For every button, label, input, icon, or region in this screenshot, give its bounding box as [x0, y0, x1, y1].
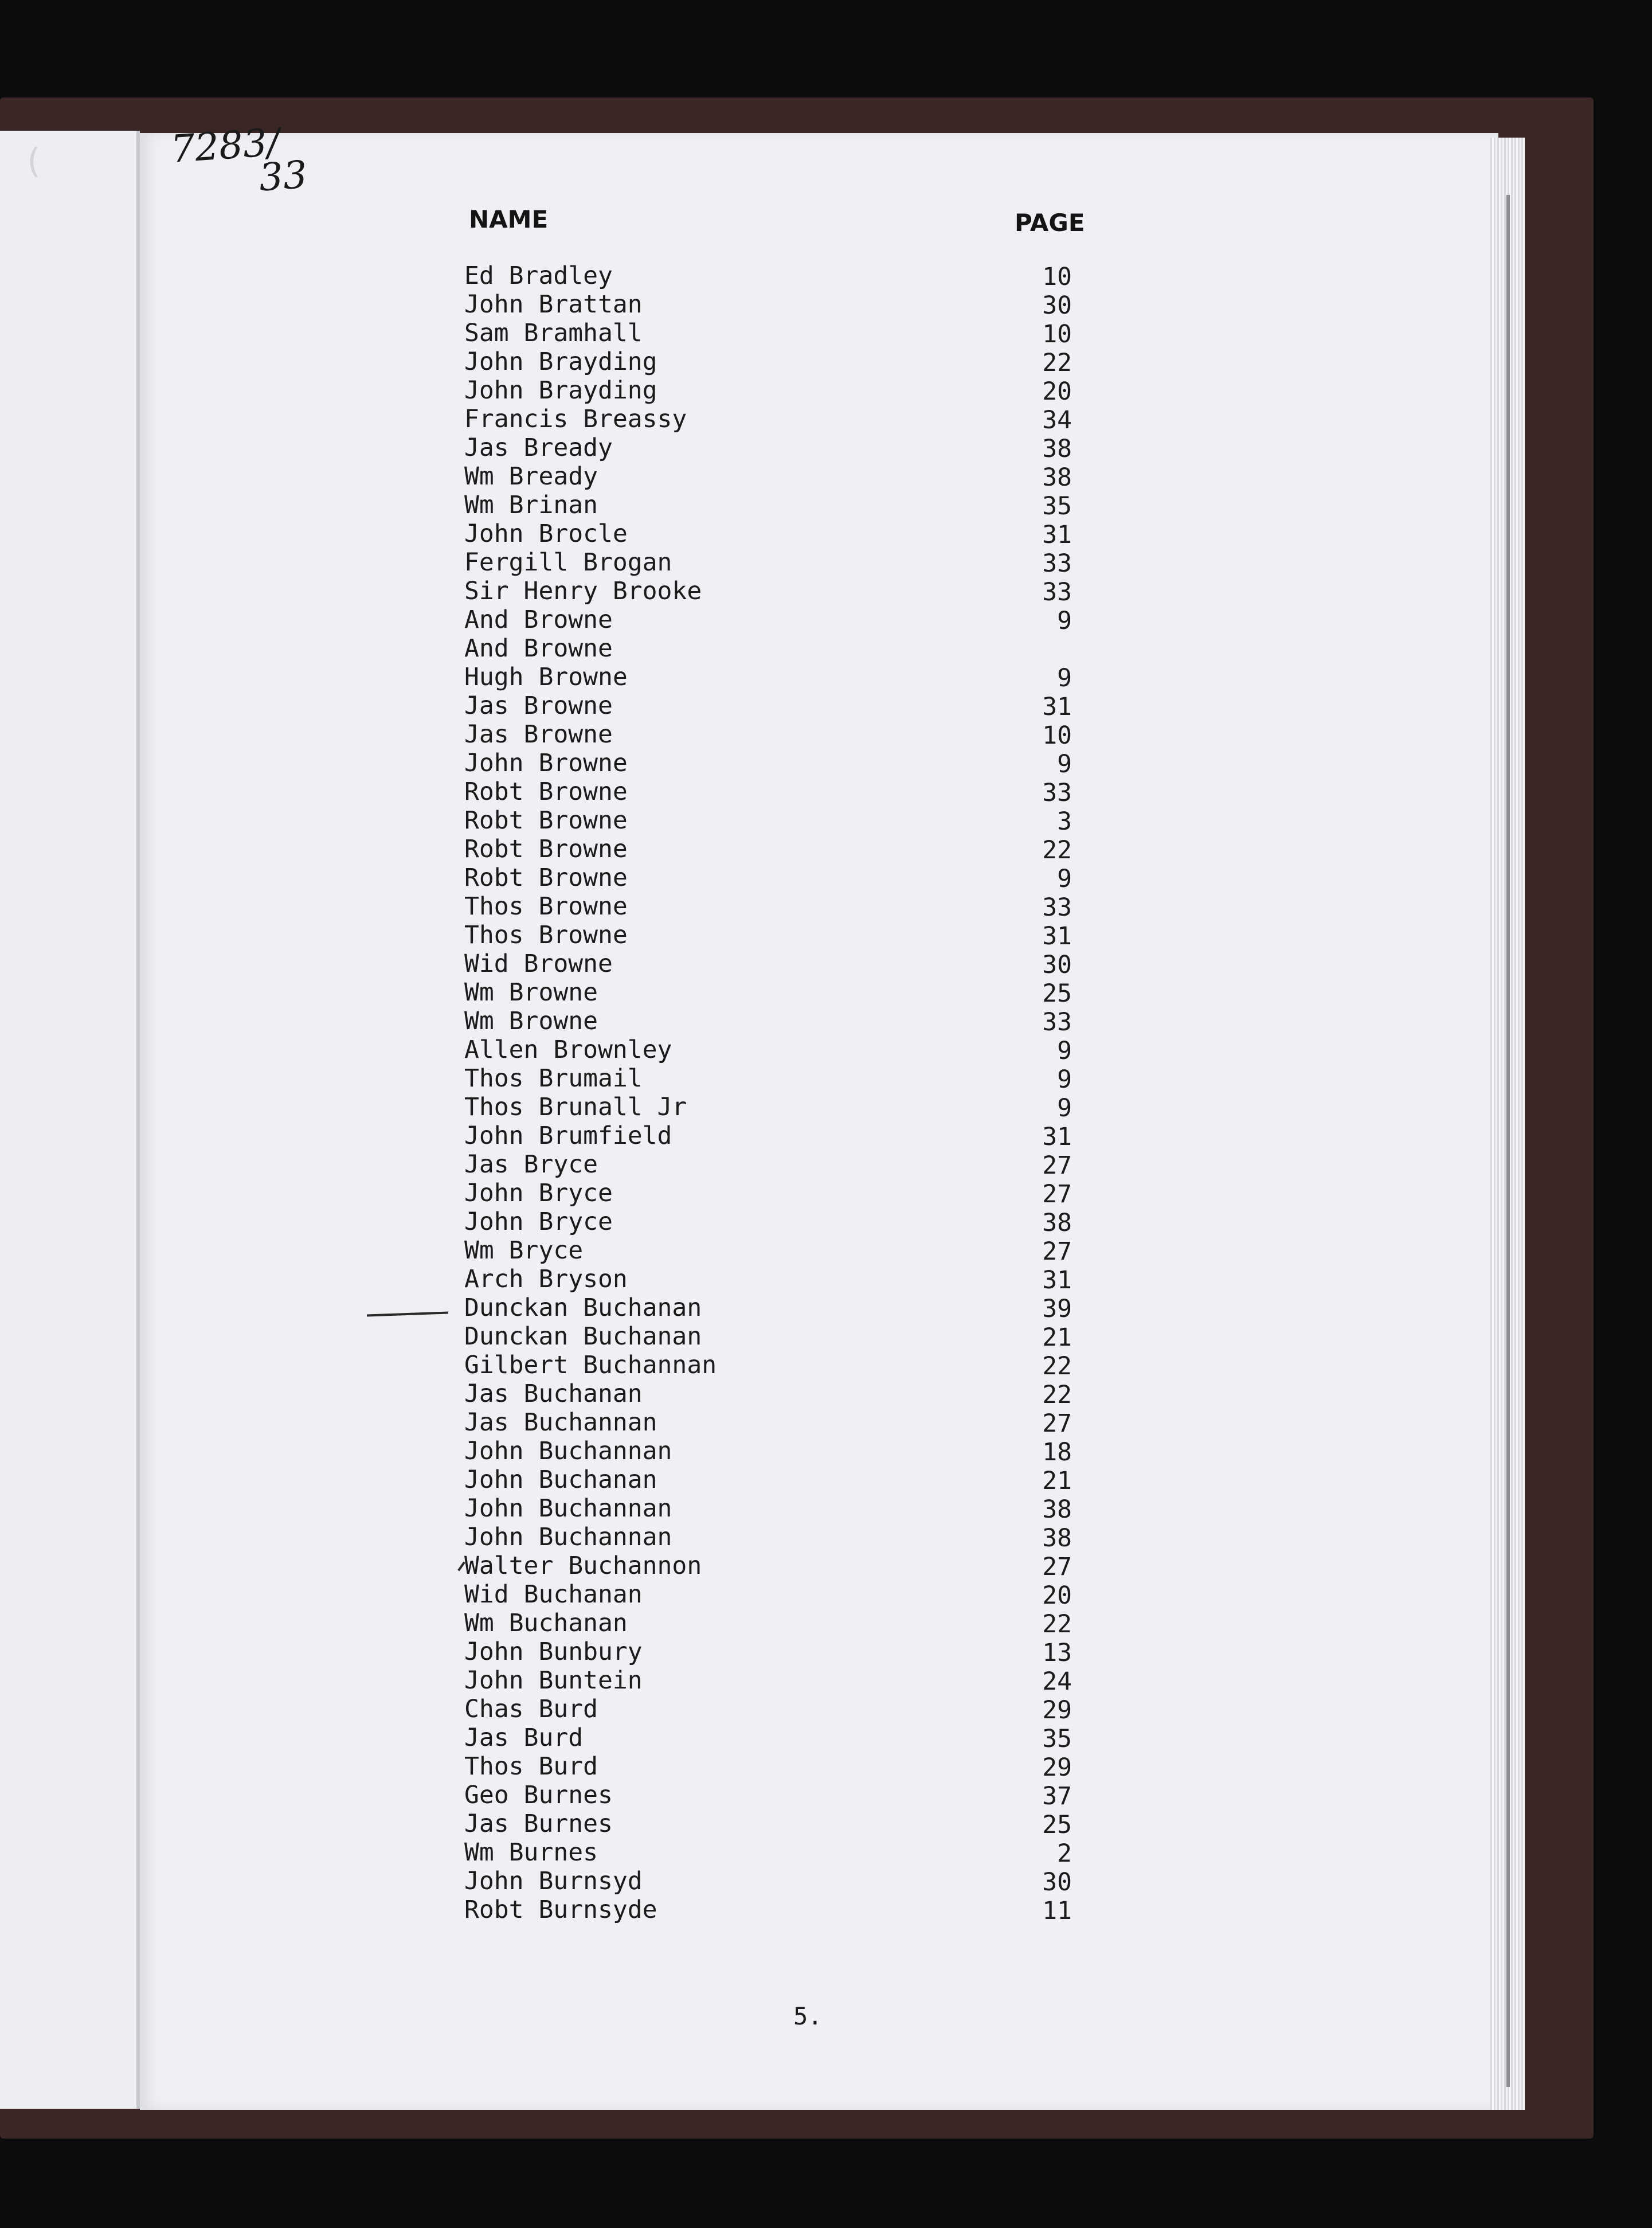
entry-name: Robt Browne [464, 777, 628, 806]
entry-name: Dunckan Buchanan [464, 1322, 702, 1351]
entry-page: 3 [1057, 807, 1072, 836]
entry-page: 30 [1042, 951, 1072, 979]
entry-name: Wm Bryce [464, 1236, 584, 1265]
index-entry [464, 949, 1072, 978]
entry-page: 25 [1042, 1811, 1072, 1839]
entry-page: 30 [1042, 1868, 1072, 1897]
entry-name: Fergill Brogan [464, 548, 672, 577]
index-entry [464, 319, 1072, 347]
entry-page: 27 [1042, 1409, 1072, 1438]
entry-page: 10 [1042, 263, 1072, 291]
entry-page: 20 [1042, 377, 1072, 406]
index-entry [464, 691, 1072, 720]
index-entry [464, 1895, 1072, 1924]
entry-page: 27 [1042, 1237, 1072, 1266]
index-entry [464, 1437, 1072, 1465]
index-entry [464, 777, 1072, 806]
left-page-bleedthrough: ( [23, 141, 44, 181]
entry-page: 35 [1042, 1725, 1072, 1753]
index-entry [464, 1064, 1072, 1093]
entry-name: John Buchannan [464, 1494, 672, 1523]
index-entry [464, 1809, 1072, 1838]
index-entry [464, 1150, 1072, 1179]
entry-page: 38 [1042, 1209, 1072, 1237]
entry-page: 31 [1042, 1123, 1072, 1151]
entry-page: 31 [1042, 521, 1072, 549]
index-entry [464, 921, 1072, 949]
entry-name: Gilbert Buchannan [464, 1351, 717, 1379]
index-entry [464, 548, 1072, 577]
index-entry [464, 1236, 1072, 1265]
index-entry [464, 1351, 1072, 1379]
index-entry [464, 577, 1072, 605]
entry-page: 9 [1057, 1065, 1072, 1094]
entry-name: Thos Burd [464, 1752, 598, 1781]
entry-name: Wid Buchanan [464, 1580, 643, 1609]
index-entry [464, 1379, 1072, 1408]
entry-page: 22 [1042, 1610, 1072, 1639]
entry-name: John Bunbury [464, 1637, 643, 1666]
entry-name: And Browne [464, 605, 613, 634]
entry-name: Robt Browne [464, 863, 628, 892]
entry-name: Hugh Browne [464, 663, 628, 691]
entry-page: 33 [1042, 1008, 1072, 1037]
index-entry [464, 1179, 1072, 1207]
entry-name: Thos Brumail [464, 1064, 643, 1093]
entry-page: 22 [1042, 349, 1072, 377]
entry-name: Allen Brownley [464, 1035, 672, 1064]
index-entry [464, 1580, 1072, 1609]
index-entry [464, 376, 1072, 405]
index-entry [464, 290, 1072, 319]
index-entry [464, 261, 1072, 290]
entry-page: 33 [1042, 779, 1072, 807]
entry-name: Jas Bready [464, 433, 613, 462]
entry-name: John Brumfield [464, 1121, 672, 1150]
index-entry [464, 405, 1072, 433]
entry-name: Walter Buchannon [464, 1551, 702, 1580]
index-entry [464, 519, 1072, 548]
entry-name: Jas Bryce [464, 1150, 598, 1179]
entry-name: Ed Bradley [464, 261, 613, 290]
entry-name: Chas Burd [464, 1695, 598, 1723]
entry-name: Francis Breassy [464, 405, 687, 433]
index-entry [464, 1752, 1072, 1781]
index-entry [464, 1494, 1072, 1523]
index-entry [464, 433, 1072, 462]
entry-page: 9 [1057, 1094, 1072, 1123]
entry-name: Jas Browne [464, 720, 613, 749]
entry-name: Jas Burd [464, 1723, 584, 1752]
index-entry [464, 1551, 1072, 1580]
entry-page: 29 [1042, 1696, 1072, 1725]
entry-page: 9 [1057, 865, 1072, 893]
name-index-list [464, 261, 1072, 1924]
entry-page: 11 [1042, 1897, 1072, 1925]
index-entry [464, 1465, 1072, 1494]
page-fore-edge-line [1506, 195, 1510, 2087]
entry-name: Thos Brunall Jr [464, 1093, 687, 1121]
entry-name: Wm Buchanan [464, 1609, 628, 1637]
entry-page: 10 [1042, 320, 1072, 349]
index-entry [464, 1265, 1072, 1293]
left-facing-page [0, 131, 140, 2109]
index-entry [464, 749, 1072, 777]
handwritten-line-1: 7283/ [169, 120, 281, 172]
entry-name: John Buchanan [464, 1465, 657, 1494]
index-entry [464, 1322, 1072, 1351]
index-entry [464, 1207, 1072, 1236]
index-entry [464, 1609, 1072, 1637]
entry-name: Wm Browne [464, 1007, 598, 1035]
entry-page: 27 [1042, 1180, 1072, 1209]
entry-name: John Buchannan [464, 1523, 672, 1551]
entry-page: 21 [1042, 1467, 1072, 1495]
entry-page: 13 [1042, 1639, 1072, 1667]
entry-name: Robt Burnsyde [464, 1895, 657, 1924]
index-entry [464, 1408, 1072, 1437]
column-header-row [469, 202, 1085, 237]
entry-name: Jas Buchanan [464, 1379, 643, 1408]
entry-name: John Brayding [464, 376, 657, 405]
entry-name: Jas Browne [464, 691, 613, 720]
entry-page: 29 [1042, 1753, 1072, 1782]
entry-page: 33 [1042, 549, 1072, 578]
entry-name: John Bryce [464, 1207, 613, 1236]
index-entry [464, 1867, 1072, 1895]
entry-page: 9 [1057, 1037, 1072, 1065]
index-entry [464, 1121, 1072, 1150]
entry-page: 35 [1042, 492, 1072, 521]
entry-name: Sir Henry Brooke [464, 577, 702, 605]
entry-name: Wm Brinan [464, 491, 598, 519]
entry-page: 21 [1042, 1323, 1072, 1352]
entry-name: Thos Browne [464, 921, 628, 949]
index-entry [464, 1035, 1072, 1064]
index-entry [464, 835, 1072, 863]
entry-page: 9 [1057, 607, 1072, 635]
entry-page: 31 [1042, 693, 1072, 721]
entry-name: John Brayding [464, 347, 657, 376]
index-entry [464, 1523, 1072, 1551]
entry-page: 18 [1042, 1438, 1072, 1467]
index-entry [464, 720, 1072, 749]
entry-name: Jas Burnes [464, 1809, 613, 1838]
index-entry [464, 605, 1072, 634]
index-entry [464, 634, 1072, 663]
entry-name: Geo Burnes [464, 1781, 613, 1809]
index-entry [464, 1007, 1072, 1035]
handwritten-catalog-number [170, 122, 308, 203]
entry-page: 27 [1042, 1151, 1072, 1180]
entry-name: Jas Buchannan [464, 1408, 657, 1437]
handwritten-line-2: 33 [257, 152, 309, 200]
entry-page: 9 [1057, 664, 1072, 693]
entry-name: Wm Browne [464, 978, 598, 1007]
entry-name: Arch Bryson [464, 1265, 628, 1293]
entry-name: Robt Browne [464, 806, 628, 835]
index-entry [464, 347, 1072, 376]
entry-page: 31 [1042, 1266, 1072, 1295]
entry-name: Wm Burnes [464, 1838, 598, 1867]
entry-page: 27 [1042, 1553, 1072, 1581]
entry-name: John Browne [464, 749, 628, 777]
entry-name: And Browne [464, 634, 613, 663]
entry-name: Wid Browne [464, 949, 613, 978]
entry-page: 39 [1042, 1295, 1072, 1323]
entry-name: Thos Browne [464, 892, 628, 921]
index-entry [464, 806, 1072, 835]
index-entry [464, 1637, 1072, 1666]
entry-name: John Brattan [464, 290, 643, 319]
index-entry [464, 892, 1072, 921]
index-entry [464, 1723, 1072, 1752]
entry-page: 38 [1042, 1524, 1072, 1553]
entry-page: 10 [1042, 721, 1072, 750]
entry-page: 24 [1042, 1667, 1072, 1696]
index-entry [464, 1695, 1072, 1723]
index-entry [464, 462, 1072, 491]
entry-name: John Bryce [464, 1179, 613, 1207]
entry-page: 38 [1042, 463, 1072, 492]
entry-page: 9 [1057, 750, 1072, 779]
entry-name: Dunckan Buchanan [464, 1293, 702, 1322]
page-number: 5. [793, 2002, 823, 2030]
entry-page: 20 [1042, 1581, 1072, 1610]
entry-page: 33 [1042, 578, 1072, 607]
index-entry [464, 1781, 1072, 1809]
index-entry [464, 1666, 1072, 1695]
index-entry [464, 863, 1072, 892]
index-entry [464, 663, 1072, 691]
index-entry [464, 978, 1072, 1007]
entry-page: 25 [1042, 979, 1072, 1008]
entry-page: 33 [1042, 893, 1072, 922]
entry-name: Wm Bready [464, 462, 598, 491]
entry-page: 22 [1042, 1381, 1072, 1409]
entry-page: 37 [1042, 1782, 1072, 1811]
entry-name: John Brocle [464, 519, 628, 548]
entry-name: Robt Browne [464, 835, 628, 863]
entry-name: Sam Bramhall [464, 319, 643, 347]
entry-page: 38 [1042, 1495, 1072, 1524]
entry-page: 22 [1042, 1352, 1072, 1381]
index-entry [464, 491, 1072, 519]
entry-page: 30 [1042, 291, 1072, 320]
name-column-header: NAME [469, 205, 549, 233]
index-entry [464, 1293, 1072, 1322]
entry-page: 22 [1042, 836, 1072, 865]
entry-name: John Buchannan [464, 1437, 672, 1465]
entry-page: 38 [1042, 435, 1072, 463]
entry-page: 2 [1057, 1839, 1072, 1868]
index-entry [464, 1838, 1072, 1867]
entry-name: John Burnsyd [464, 1867, 643, 1895]
index-entry [464, 1093, 1072, 1121]
entry-page: 34 [1042, 406, 1072, 435]
entry-page: 31 [1042, 922, 1072, 951]
page-column-header: PAGE [1015, 209, 1085, 237]
entry-name: John Buntein [464, 1666, 643, 1695]
